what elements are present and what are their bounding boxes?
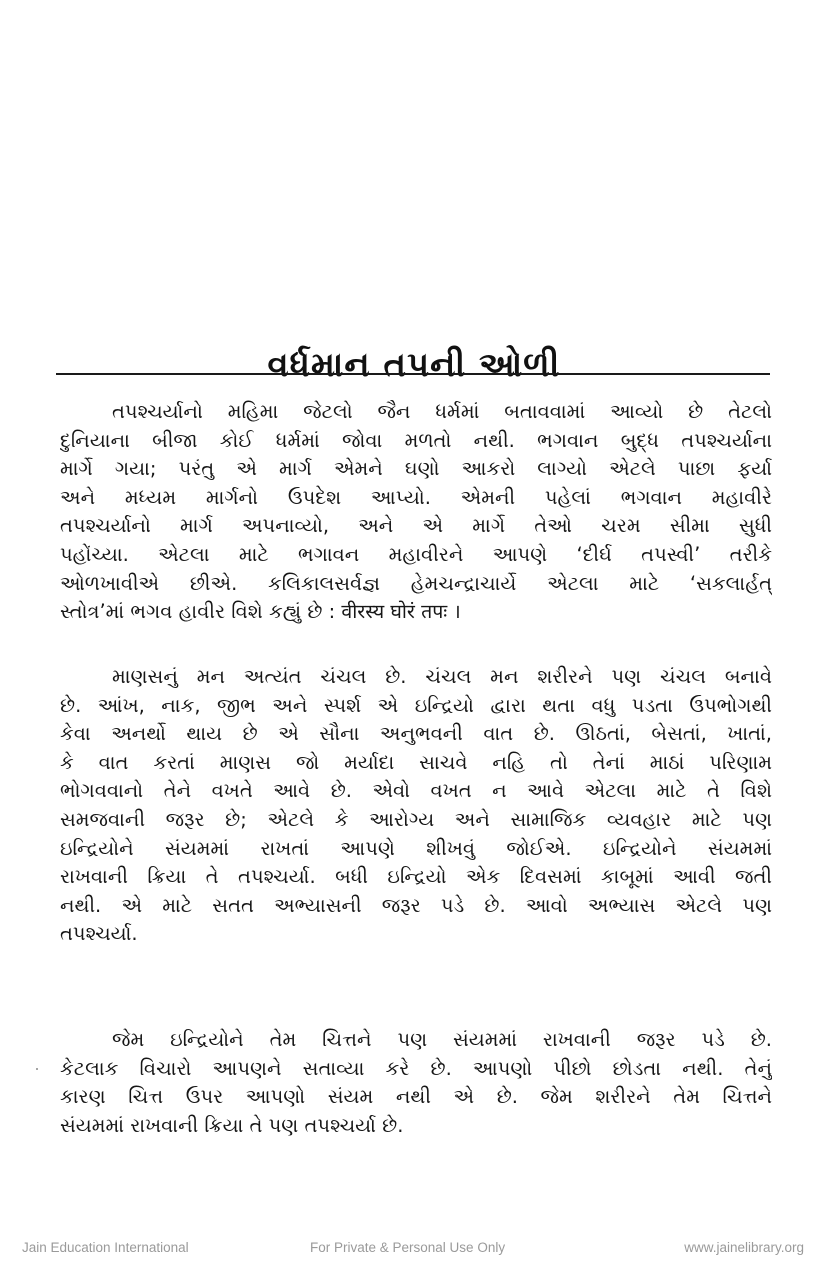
text-line: નથી. એ માટે સતત અભ્યાસની જરૂર પડે છે. આવો અભ્યાસ એટલે પણ xyxy=(60,893,772,917)
page-footer xyxy=(0,1240,828,1260)
footer-usage-notice: For Private & Personal Use Only xyxy=(310,1240,506,1255)
text-line: અને મધ્યમ માર્ગનો ઉપદેશ આપ્યો. એમની પહેલાં ભગવાન મહાવીરે xyxy=(60,485,772,509)
text-line: જેમ ઇન્દ્રિયોને તેમ ચિત્તને પણ સંયમમાં રાખવાની જરૂર પડે છે. xyxy=(112,1028,772,1051)
footer-publisher: Jain Education International xyxy=(22,1240,189,1255)
text-line: તપશ્ચર્યાનો માર્ગ અપનાવ્યો, અને એ માર્ગે તેઓ ચરમ સીમા સુધી xyxy=(60,514,772,538)
text-line: સ્તોત્ર’માં ભગવ હાવીર વિશે કહ્યું છે : वीरस्य घोरं तपः । xyxy=(60,600,461,624)
paragraph-3 xyxy=(60,1026,772,1140)
text-line: સમજવાની જરૂર છે; એટલે કે આરોગ્ય અને સામાજિક વ્યવહાર માટે પણ xyxy=(60,807,772,831)
text-line: રાખવાની ક્રિયા તે તપશ્ચર્યા. બધી ઇન્દ્રિયો એક દિવસમાં કાબૂમાં આવી જતી xyxy=(60,865,772,889)
text-line: છે. આંખ, નાક, જીભ અને સ્પર્શ એ ઇન્દ્રિયો દ્વારા થતા વધુ પડતા ઉપભોગથી xyxy=(60,693,772,717)
page-title: વર્ધમાન તપની ઓળી xyxy=(267,344,561,385)
text-line: માર્ગે ગયા; પરંતુ એ માર્ગ એમને ઘણો આકરો લાગ્યો એટલે પાછા ફર્યા xyxy=(60,457,772,481)
text-line: સંયમમાં રાખવાની ક્રિયા તે પણ તપશ્ચર્યા છે. xyxy=(60,1113,404,1137)
text-line: તપશ્ચર્યાનો મહિમા જેટલો જૈન ધર્મમાં બતાવવામાં આવ્યો છે તેટલો xyxy=(112,400,772,423)
scan-speck xyxy=(36,1068,38,1070)
text-line: કે વાત કરતાં માણસ જો મર્યાદા સાચવે નહિ તો તેનાં માઠાં પરિણામ xyxy=(60,750,772,774)
text-line: પહોંચ્યા. એટલા માટે ભગાવન મહાવીરને આપણે ‘દીર્ઘ તપસ્વી’ તરીકે xyxy=(60,542,772,566)
paragraph-2 xyxy=(60,663,772,949)
text-line: કેટલાક વિચારો આપણને સતાવ્યા કરે છે. આપણો પીછો છોડતા નથી. તેનું xyxy=(60,1056,772,1080)
text-line: કારણ ચિત્ત ઉપર આપણો સંયમ નથી એ છે. જેમ શરીરને તેમ ચિત્તને xyxy=(60,1085,772,1109)
title-underline-divider xyxy=(56,373,770,375)
text-line: ભોગવવાનો તેને વખતે આવે છે. એવો વખત ન આવે એટલા માટે તે વિશે xyxy=(60,779,772,803)
footer-website-link[interactable]: www.jainelibrary.org xyxy=(684,1240,804,1255)
text-line: માણસનું મન અત્યંત ચંચલ છે. ચંચલ મન શરીરને પણ ચંચલ બનાવે xyxy=(112,665,772,688)
text-line: દુનિયાના બીજા કોઈ ધર્મમાં જોવા મળતો નથી. ભગવાન બુદ્ધ તપશ્ચર્યાના xyxy=(60,428,772,452)
text-line: તપશ્ચર્યા. xyxy=(60,922,138,946)
text-line: ઇન્દ્રિયોને સંયમમાં રાખતાં આપણે શીખવું જોઈએ. ઇન્દ્રિયોને સંયમમાં xyxy=(60,836,772,860)
paragraph-1 xyxy=(60,398,772,627)
text-line: ઓળખાવીએ છીએ. કલિકાલસર્વજ્ઞ હેમચન્દ્રાચાર્યે એટલા માટે ‘સકલાર્હત્ xyxy=(60,571,772,595)
text-line: કેવા અનર્થો થાય છે એ સૌના અનુભવની વાત છે. ઊઠતાં, બેસતાં, ખાતાં, xyxy=(60,722,772,746)
